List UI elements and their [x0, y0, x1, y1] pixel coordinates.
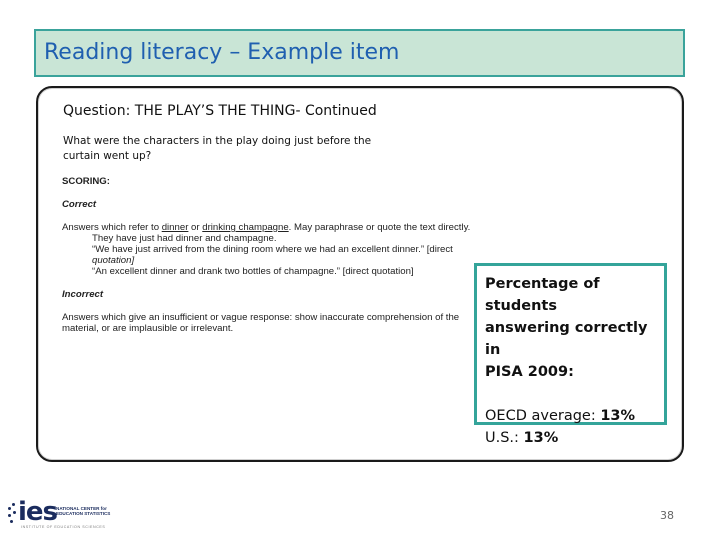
correct-suffix: . May paraphrase or quote the text directly. — [288, 222, 471, 233]
example-1: They have just had dinner and champagne. — [92, 233, 277, 244]
logo-dots-icon — [8, 503, 18, 525]
question-prompt — [63, 134, 383, 164]
example-2b: quotation] — [92, 255, 135, 266]
example-3: “An excellent dinner and drank two bottles of champagne.” [direct quotation] — [92, 266, 414, 277]
page-number: 38 — [660, 509, 674, 522]
oecd-label: OECD average: — [485, 408, 601, 424]
correct-criteria — [62, 222, 470, 233]
callout-text — [485, 273, 665, 449]
logo-org-line-1: NATIONAL CENTER for — [56, 506, 107, 511]
results-callout — [474, 263, 667, 446]
example-2a — [92, 244, 453, 255]
oecd-row — [485, 405, 665, 427]
incorrect-label: Incorrect — [62, 289, 104, 300]
callout-heading-1: Percentage of students — [485, 276, 600, 314]
scoring-label: SCORING: — [62, 176, 110, 187]
logo-org-name — [56, 506, 118, 516]
us-row — [485, 427, 665, 449]
correct-dinner: dinner — [161, 222, 189, 233]
correct-prefix: Answers which refer to — [62, 222, 162, 233]
us-value: 13% — [523, 430, 559, 446]
incorrect-line-1: Answers which give an insufficient or vague response: show inaccurate comprehension of the — [62, 312, 460, 323]
correct-champagne: drinking champagne — [202, 222, 289, 233]
correct-label: Correct — [62, 199, 97, 210]
logo-org-line-2: EDUCATION STATISTICS — [56, 511, 111, 516]
oecd-value: 13% — [600, 408, 636, 424]
example-2a-text: “We have just arrived from the dining room where we had an excellent dinner.” [direct — [92, 244, 453, 255]
correct-or: or — [188, 222, 203, 233]
slide-title-bar — [34, 29, 685, 77]
logo-tagline: INSTITUTE OF EDUCATION SCIENCES — [21, 525, 106, 529]
ies-logo — [8, 497, 118, 531]
prompt-line-1: What were the characters in the play doing just before the — [63, 135, 372, 147]
logo-wordmark: ies — [18, 497, 58, 527]
callout-heading-3: PISA 2009: — [485, 364, 574, 380]
slide-title: Reading literacy – Example item — [44, 40, 400, 65]
incorrect-line-2: material, or are implausible or irrelevant. — [62, 323, 234, 334]
prompt-line-2: curtain went up? — [63, 150, 152, 162]
question-heading: Question: THE PLAY’S THE THING- Continued — [63, 103, 377, 119]
us-label: U.S.: — [485, 430, 524, 446]
callout-heading-2: answering correctly in — [485, 320, 648, 358]
